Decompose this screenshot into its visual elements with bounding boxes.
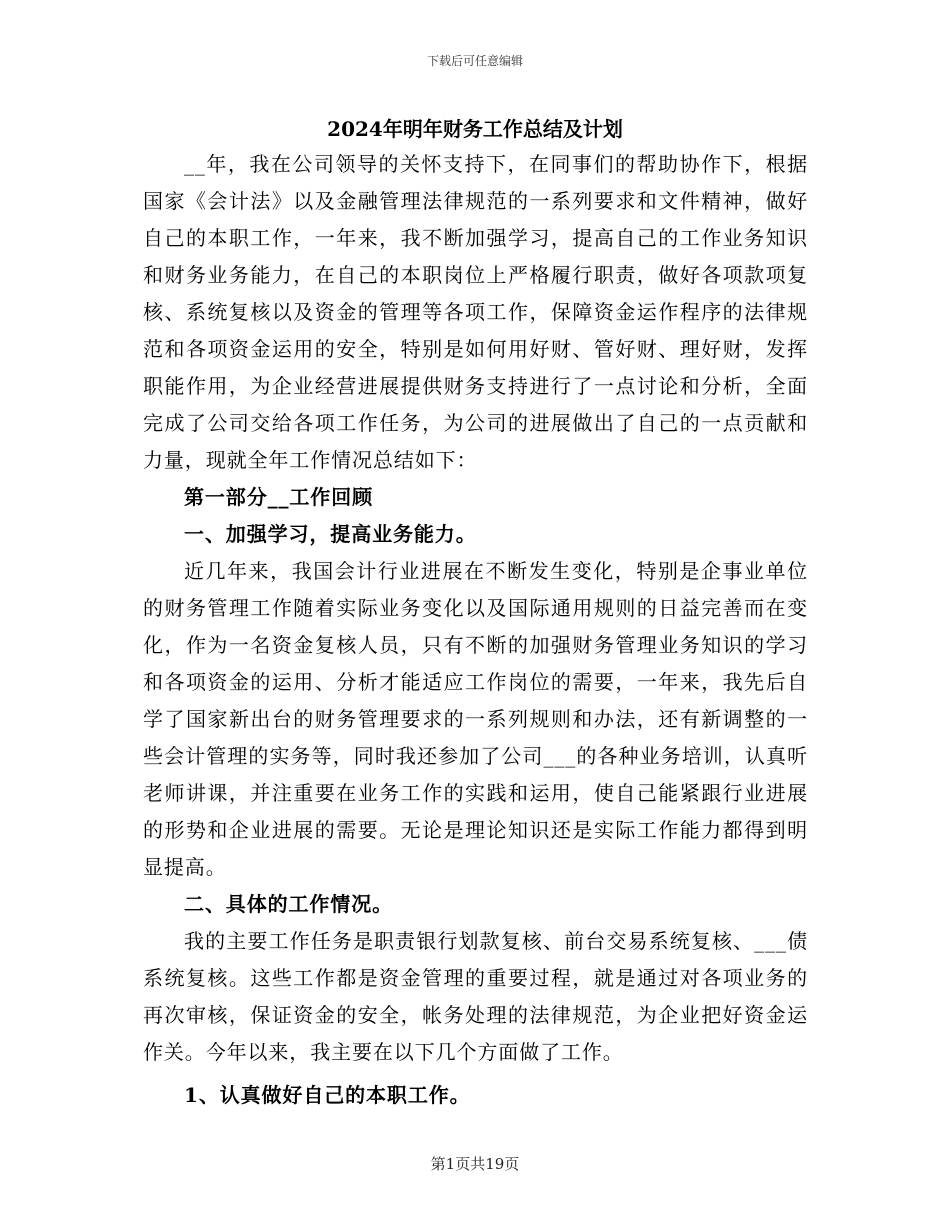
part-one-heading: 第一部分__工作回顾 [184,485,373,509]
page-number-footer: 第1页共19页 [430,1155,520,1173]
intro-paragraph: __年，我在公司领导的关怀支持下，在同事们的帮助协作下，根据国家《会计法》以及金融管理法律规范的一系列要求和文件精神，做好自己的本职工作，一年来，我不断加强学习，提高自己的工作业务知识和财务业务能力，在自己的本职岗位上严格履行职责，做好各项款项复核、系统复核以及资金的管理等各项工作，保障资金运作程序的法律规范和各项资金运用的安全，特别是如何用好财、管好财、理好财，发挥职能作用，为企业经营进展提供财务支持进行了一点讨论和分析，全面完成了公司交给各项工作任务，为公司的进展做出了自己的一点贡献和力量，现就全年工作情况总结如下： [143,152,808,472]
section-one-paragraph: 近几年来，我国会计行业进展在不断发生变化，特别是企事业单位的财务管理工作随着实际业务变化以及国际通用规则的日益完善而在变化，作为一名资金复核人员，只有不断的加强财务管理业务知识的学习和各项资金的运用、分析才能适应工作岗位的需要，一年来，我先后自学了国家新出台的财务管理要求的一系列规则和办法，还有新调整的一些会计管理的实务等，同时我还参加了公司___的各种业务培训，认真听老师讲课，并注重要在业务工作的实践和运用，使自己能紧跟行业进展的形势和企业进展的需要。无论是理论知识还是实际工作能力都得到明显提高。 [143,559,808,879]
section-one-heading: 一、加强学习，提高业务能力。 [184,522,477,546]
page-header-note: 下载后可任意编辑 [426,54,523,68]
section-two-heading: 二、具体的工作情况。 [184,892,393,916]
document-title: 2024年明年财务工作总结及计划 [327,117,623,141]
section-two-paragraph: 我的主要工作任务是职责银行划款复核、前台交易系统复核、___债系统复核。这些工作都是资金管理的重要过程，就是通过对各项业务的再次审核，保证资金的安全，帐务处理的法律规范，为企业把好资金运作关。今年以来，我主要在以下几个方面做了工作。 [143,929,808,1064]
item-one-heading: 1、认真做好自己的本职工作。 [184,1083,471,1107]
document-body [143,146,808,1114]
